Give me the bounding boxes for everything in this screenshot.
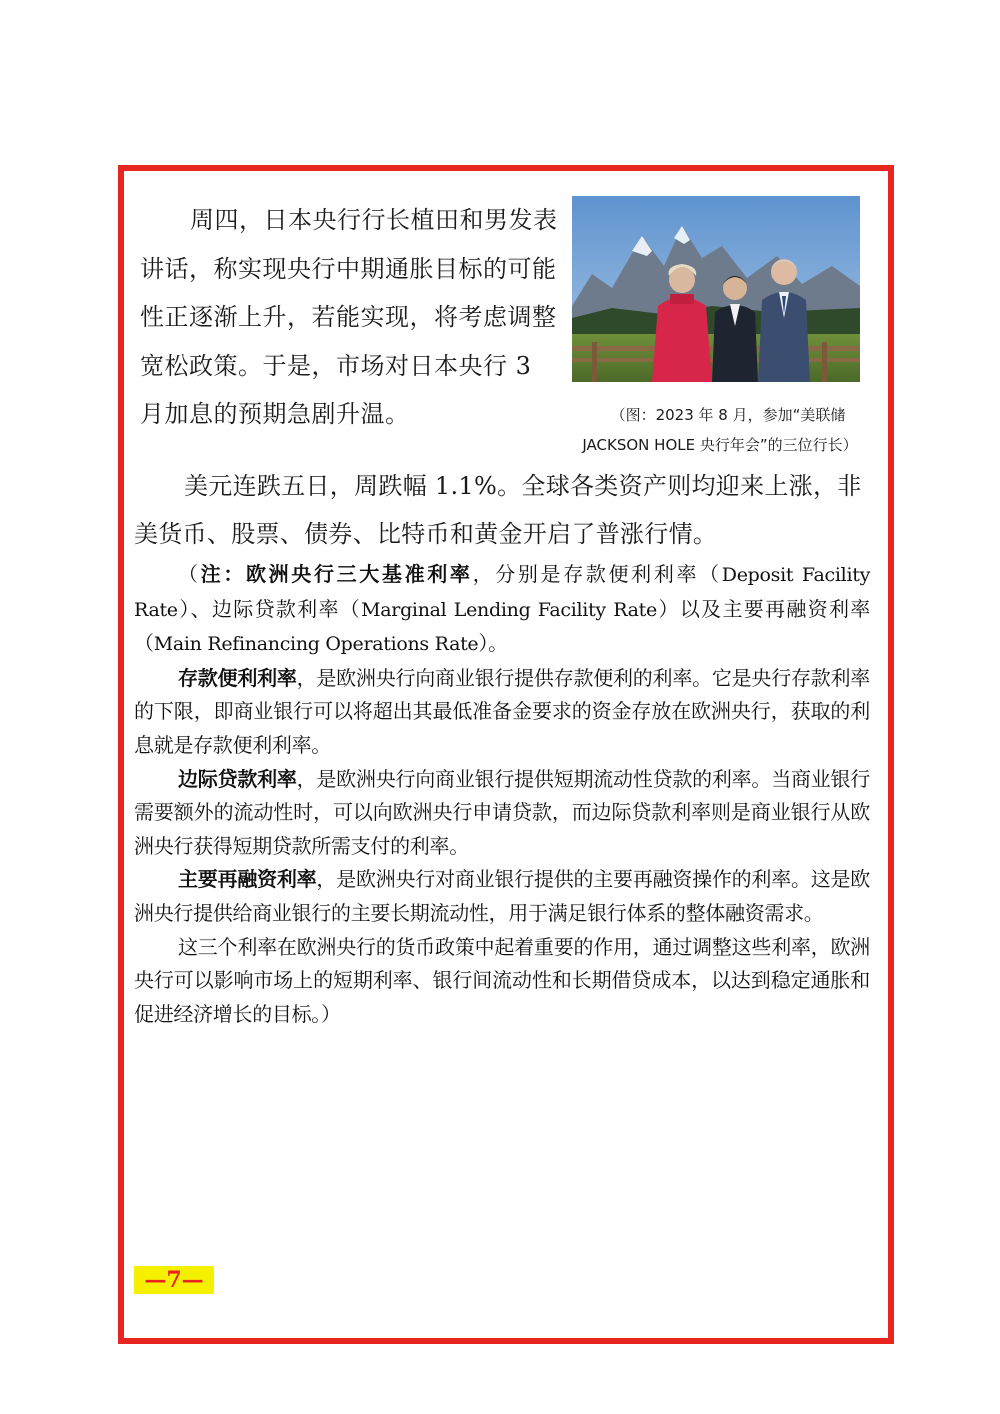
caption-line-1: （图：2023 年 8 月，参加“美联储	[610, 406, 846, 424]
note-open-paren: （	[178, 562, 201, 586]
note-text-d: ）。	[478, 631, 508, 656]
note-en-deposit: Deposit Facility Rate	[134, 564, 870, 621]
note-en-main: Main Refinancing Operations Rate	[153, 633, 479, 656]
desc-marginal-lending: ，是欧洲央行向商业银行提供短期流动性贷款的利率。当商业银行需要额外的流动性时，可以向欧洲央行申请贷款，而边际贷款利率则是商业银行从欧洲央行获得短期贷款所需支付的利率。	[134, 766, 870, 858]
intro-text: 周四，日本央行行长植田和男发表讲话，称实现央行中期通胀目标的可能性正逐渐上升，若能实现，将考虑调整宽松政策。于是，市场对日本央行 3 月加息的预期急剧升温。	[140, 206, 558, 428]
usd-text: 美元连跌五日，周跌幅 1.1%。全球各类资产则均迎来上涨，非美货币、股票、债券、比特币和黄金开启了普涨行情。	[134, 472, 862, 548]
term-main-refinancing: 主要再融资利率	[178, 867, 317, 892]
usd-paragraph	[134, 462, 870, 558]
caption-line-2: JACKSON HOLE 央行年会”的三位行长）	[582, 436, 858, 454]
desc-deposit-facility: ，是欧洲央行向商业银行提供存款便利的利率。它是央行存款利率的下限，即商业银行可以将超出其最低准备金要求的资金存放在欧洲央行，获取的利息就是存款便利利率。	[134, 665, 870, 757]
intro-paragraph	[140, 196, 560, 439]
note-intro	[134, 558, 870, 662]
term-marginal-lending: 边际贷款利率	[178, 766, 297, 791]
note-text-a: ，分别是存款便利利率（	[472, 562, 722, 586]
note-main-refinancing	[134, 863, 870, 930]
photo-three-central-bankers	[572, 196, 860, 382]
note-en-marginal: Marginal Lending Facility Rate	[361, 598, 657, 621]
term-deposit-facility: 存款便利利率	[178, 665, 297, 690]
note-deposit-facility	[134, 662, 870, 763]
page-number-badge: —7—	[134, 1266, 214, 1294]
photo-caption	[560, 400, 880, 460]
note-heading: 注：欧洲央行三大基准利率	[200, 562, 473, 586]
note-text-b: ）、边际贷款利率（	[177, 596, 362, 621]
note-summary: 这三个利率在欧洲央行的货币政策中起着重要的作用，通过调整这些利率，欧洲央行可以影响市场上的短期利率、银行间流动性和长期借贷成本，以达到稳定通胀和促进经济增长的目标。）	[134, 934, 870, 1026]
note-text-c: ）以及主要再融资利率（	[134, 596, 870, 656]
note-marginal-lending	[134, 763, 870, 864]
photo-illustration	[572, 196, 860, 382]
desc-main-refinancing: ，是欧洲央行对商业银行提供的主要再融资操作的利率。这是欧洲央行提供给商业银行的主要长期流动性，用于满足银行体系的整体融资需求。	[134, 867, 870, 925]
ecb-rates-notes	[134, 558, 870, 1031]
